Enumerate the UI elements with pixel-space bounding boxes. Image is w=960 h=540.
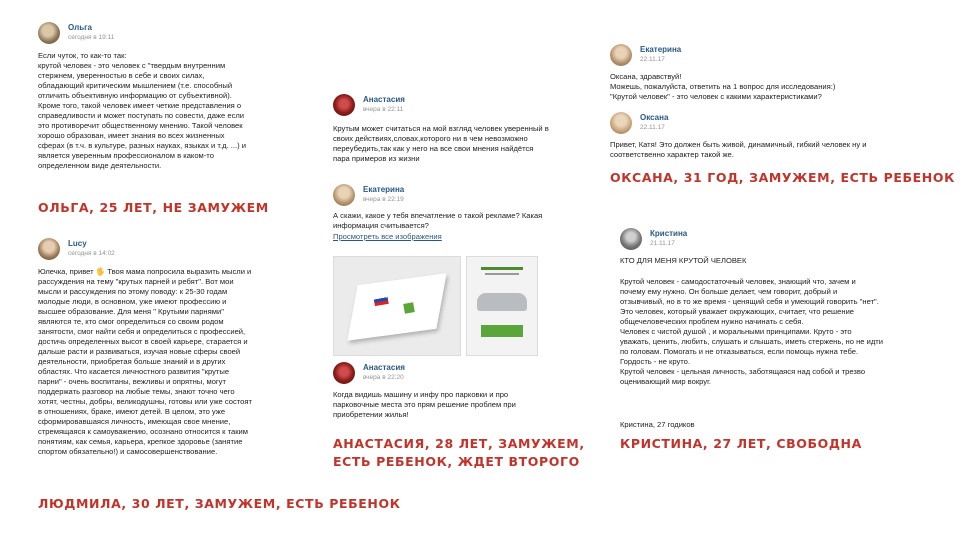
caption-kristina: КРИСТИНА, 27 ЛЕТ, СВОБОДНА: [620, 436, 862, 451]
message-text: Когда видишь машину и инфу про парковки и про парковочные места это прям решение проблем при приобретении жилья!: [333, 390, 516, 419]
message-anastasia-2: [333, 362, 613, 419]
author-name[interactable]: Lucy: [68, 239, 87, 248]
caption-lucy: ЛЮДМИЛА, 30 ЛЕТ, ЗАМУЖЕМ, ЕСТЬ РЕБЕНОК: [38, 496, 401, 511]
avatar-ekaterina[interactable]: [333, 184, 355, 206]
caption-anastasia-line-2: ЕСТЬ РЕБЕНОК, ЖДЕТ ВТОРОГО: [333, 454, 580, 469]
message-text: Если чуток, то как-то так: крутой человек - это человек с "твердым внутренним стержнем, уверенностью в себе и своих силах, обладающий критическим мышлением (т.е. способный отличить объективную информацию от субъективной). Кроме того, такой человек имеет четкие представления о справедливости и может поступать по совести, даже если это противоречит общественному мнению. Такой человек хорошо образован, имеет знания во всех жизненных сферах (в т.ч. в культуре, разных науках, языках и т.д. ...) и является уверенным профессионалом в каком-то определенном виде деятельности.: [38, 51, 247, 170]
message-time: вчера в 22:19: [363, 196, 404, 203]
message-time: 21.11.17: [650, 240, 675, 247]
message-time: 22.11.17: [640, 56, 665, 63]
author-name[interactable]: Оксана: [640, 113, 669, 122]
message-text: Крутым может считаться на мой взгляд человек уверенный в своих действиях,словах,которого ни в чем невозможно переубедить,так как у него на все свои мнения найдётся пара примеров из жизни: [333, 124, 549, 163]
message-time: вчера в 22:20: [363, 374, 404, 381]
ad-image-car[interactable]: [466, 256, 538, 356]
avatar-anastasia[interactable]: [333, 362, 355, 384]
booklet-shape: [347, 273, 446, 340]
message-time: вчера в 22:11: [363, 106, 404, 113]
message-text: Оксана, здравствуй! Можешь, пожалуйста, ответить на 1 вопрос для исследования:) "Крутой человек" - это человек с какими характеристиками?: [610, 72, 836, 101]
author-name[interactable]: Кристина: [650, 229, 688, 238]
green-mark: [403, 302, 415, 314]
avatar-ekaterina[interactable]: [610, 44, 632, 66]
message-lucy: [38, 238, 323, 456]
message-olga: [38, 22, 323, 170]
author-name[interactable]: Ольга: [68, 23, 92, 32]
author-name[interactable]: Екатерина: [640, 45, 682, 54]
message-text: А скажи, какое у тебя впечатление о такой рекламе? Какая информация считывается?: [333, 211, 543, 230]
message-text: Юлечка, привет 🖐 Твоя мама попросила выразить мысли и рассуждения на тему "крутых парней и ребят". Вот мои мысли и рассуждения по этому поводу: к 25-30 годам молодые люди, в основном, уже имеют профессию и высшее образование. Для меня " Крутыми парнями" являются те, кто смог определиться со своим родом занятости, смог найти себя и определиться с профессией, достичь определенных высот в своей карьере, старается и дальше расти и развиваться, изучая новые сферы своей деятельности, приобретая больше знаний и в других областях. Что касается личностного развития "крутые парни" - очень воспитаны, вежливы и опрятны, могут поддержать разговор на любые темы, знают точно чего хотят, честны, добры, великодушны, готовы или уже состоят в отношениях, браке, имеют детей. В целом, это уже сформировавшаяся личность, имеющая свое мнение, стремящаяся к самоуважению, осознано относится к таким понятиям, как семья, карьера, крепкое здоровье (занятие спортом обязательно!) и самосовершенствование.: [38, 267, 252, 456]
message-time: сегодня в 14:02: [68, 250, 115, 257]
author-name[interactable]: Анастасия: [363, 95, 405, 104]
author-name[interactable]: Анастасия: [363, 363, 405, 372]
message-anastasia-1: [333, 94, 613, 163]
message-heading: КТО ДЛЯ МЕНЯ КРУТОЙ ЧЕЛОВЕК: [620, 256, 747, 265]
avatar-lucy[interactable]: [38, 238, 60, 260]
author-name[interactable]: Екатерина: [363, 185, 405, 194]
message-text: Крутой человек - самодостаточный человек, знающий что, зачем и почему ему нужно. Он больше делает, чем говорит, добрый и отзывчивый, но в то же время - ценящий себя и умеющий говорить "нет". Это человек, который уважает окружающих, считает, что решение общечеловеческих проблем нужно начинать с себя. Человек с чистой душой , и моральными принципами. Круто - это уважать, ценить, любить, слушать и слышать, иметь стержень, но не идти по головам. Помогать и не отказываться, если помощь нужна тебе. Гордость - не круто. Крутой человек - цельная личность, заботящаяся над собой и трезво оценивающий мир вокруг.: [620, 277, 883, 386]
message-time: 22.11.17: [640, 124, 665, 131]
avatar-anastasia[interactable]: [333, 94, 355, 116]
caption-anastasia-line-1: АНАСТАСИЯ, 28 ЛЕТ, ЗАМУЖЕМ,: [333, 436, 585, 451]
ad-image-booklet[interactable]: [333, 256, 461, 356]
message-kristina: [620, 228, 920, 429]
message-ekaterina-1: [333, 184, 613, 241]
footer-bar: [481, 325, 523, 337]
avatar-olga[interactable]: [38, 22, 60, 44]
message-text: Привет, Катя! Это должен быть живой, динамичный, гибкий человек ну и соответственно характер такой же.: [610, 140, 867, 159]
avatar-kristina[interactable]: [620, 228, 642, 250]
subline-bar: [485, 273, 519, 275]
headline-bar: [481, 267, 523, 270]
view-all-images-link[interactable]: Просмотреть все изображения: [333, 232, 442, 241]
car-graphic: [477, 293, 527, 311]
caption-olga: ОЛЬГА, 25 ЛЕТ, НЕ ЗАМУЖЕМ: [38, 200, 269, 215]
message-signature: Кристина, 27 годиков: [620, 420, 695, 429]
message-oksana: [610, 112, 910, 159]
message-ekaterina-2: [610, 44, 910, 101]
avatar-oksana[interactable]: [610, 112, 632, 134]
caption-oksana: ОКСАНА, 31 ГОД, ЗАМУЖЕМ, ЕСТЬ РЕБЕНОК: [610, 170, 955, 185]
message-time: сегодня в 19:11: [68, 34, 115, 41]
